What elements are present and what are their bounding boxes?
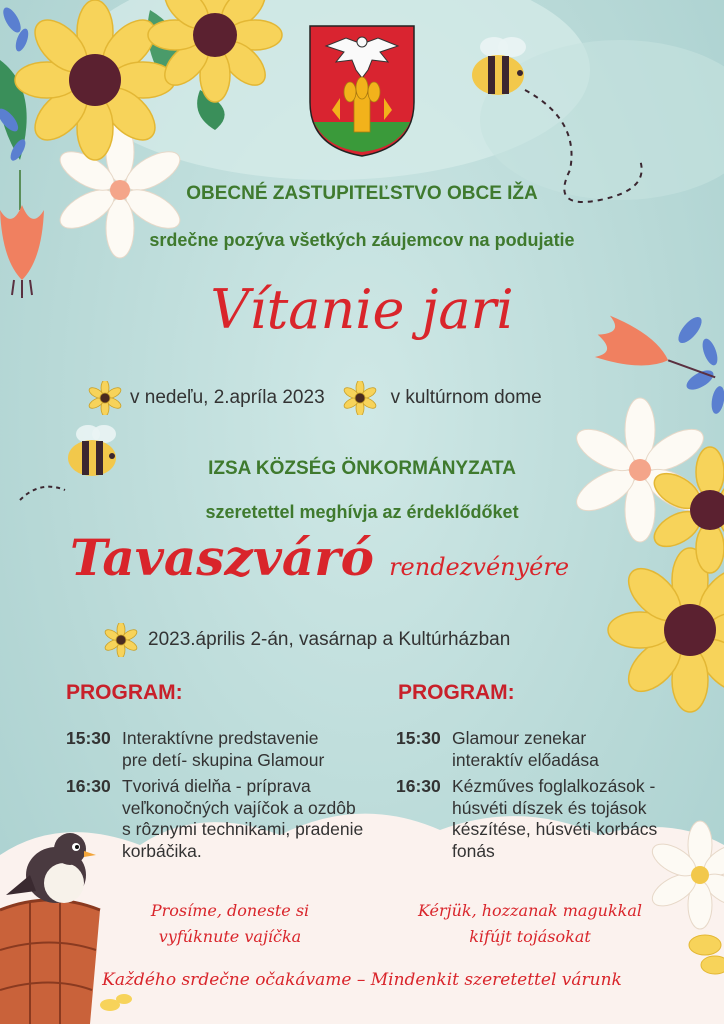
program-line: húsvéti díszek és tojások <box>452 797 647 818</box>
program-line: korbáčika. <box>122 840 202 861</box>
program-line: fonás <box>452 840 495 861</box>
program-hu-heading: PROGRAM: <box>398 681 515 704</box>
hu-line1: IZSA KÖZSÉG ÖNKORMÁNYZATA <box>208 458 516 479</box>
program-line: készítése, húsvéti korbács <box>452 819 658 839</box>
program-time: 16:30 <box>396 776 441 796</box>
title-suffix: rendezvényére <box>389 553 570 581</box>
program-time: 15:30 <box>396 728 441 748</box>
title-vitanie-jari: Vítanie jari <box>210 278 514 341</box>
program-line: pre detí- skupina Glamour <box>122 749 325 770</box>
coat-of-arms-icon <box>306 22 418 160</box>
hu-date-row <box>104 623 624 657</box>
hu-line2: szeretettel meghívja az érdeklődőket <box>205 502 519 522</box>
note-line: Prosíme, doneste si <box>150 901 310 920</box>
program-sk-list <box>66 728 376 862</box>
note-sk <box>120 898 340 950</box>
bee-icon <box>472 37 526 95</box>
program-line: Kézműves foglalkozások - <box>452 776 656 796</box>
program-sk-heading: PROGRAM: <box>66 681 183 704</box>
place-sk: v kultúrnom dome <box>390 387 542 408</box>
hu-title-row <box>70 528 670 587</box>
title-tavaszvaro: Tavaszváró <box>70 528 374 587</box>
program-time: 15:30 <box>66 728 111 748</box>
program-sk-item <box>66 728 376 771</box>
note-line: vyfúknute vajíčka <box>158 927 302 946</box>
program-line: Interaktívne predstavenie <box>122 728 319 748</box>
date-sk: v nedeľu, 2.apríla 2023 <box>130 387 325 408</box>
program-line: s rôznymi technikami, pradenie <box>122 819 364 839</box>
date-place-row <box>88 381 648 415</box>
sunflower-icon <box>15 0 175 160</box>
program-hu-item <box>396 776 696 862</box>
header-line1: OBECNÉ ZASTUPITEĽSTVO OBCE IŽA <box>186 183 538 204</box>
program-sk-item <box>66 776 376 862</box>
sunflower-icon <box>88 381 122 415</box>
program-hu-list <box>396 728 696 862</box>
date-hu: 2023.április 2-án, vasárnap a Kultúrházban <box>148 629 511 650</box>
program-line: Glamour zenekar <box>452 728 587 748</box>
header-line2: srdečne pozýva všetkých záujemcov na podujatie <box>149 230 575 250</box>
basket-icon <box>0 900 100 1024</box>
sunflower-icon <box>104 623 138 657</box>
program-line: Tvorivá dielňa - príprava <box>122 776 311 796</box>
program-hu-item <box>396 728 696 771</box>
program-line: veľkonočných vajíčok a ozdôb <box>122 797 356 818</box>
footer: Každého srdečne očakávame – Mindenkit szeretettel várunk <box>102 970 622 990</box>
note-line: kifújt tojásokat <box>469 927 591 946</box>
program-line: interaktív előadása <box>452 749 599 770</box>
note-line: Kérjük, hozzanak magukkal <box>417 901 643 920</box>
sunflower-icon <box>343 381 377 415</box>
top-bee <box>440 20 724 240</box>
top-left-flowers <box>0 0 300 320</box>
program-time: 16:30 <box>66 776 111 796</box>
note-hu <box>400 898 660 950</box>
